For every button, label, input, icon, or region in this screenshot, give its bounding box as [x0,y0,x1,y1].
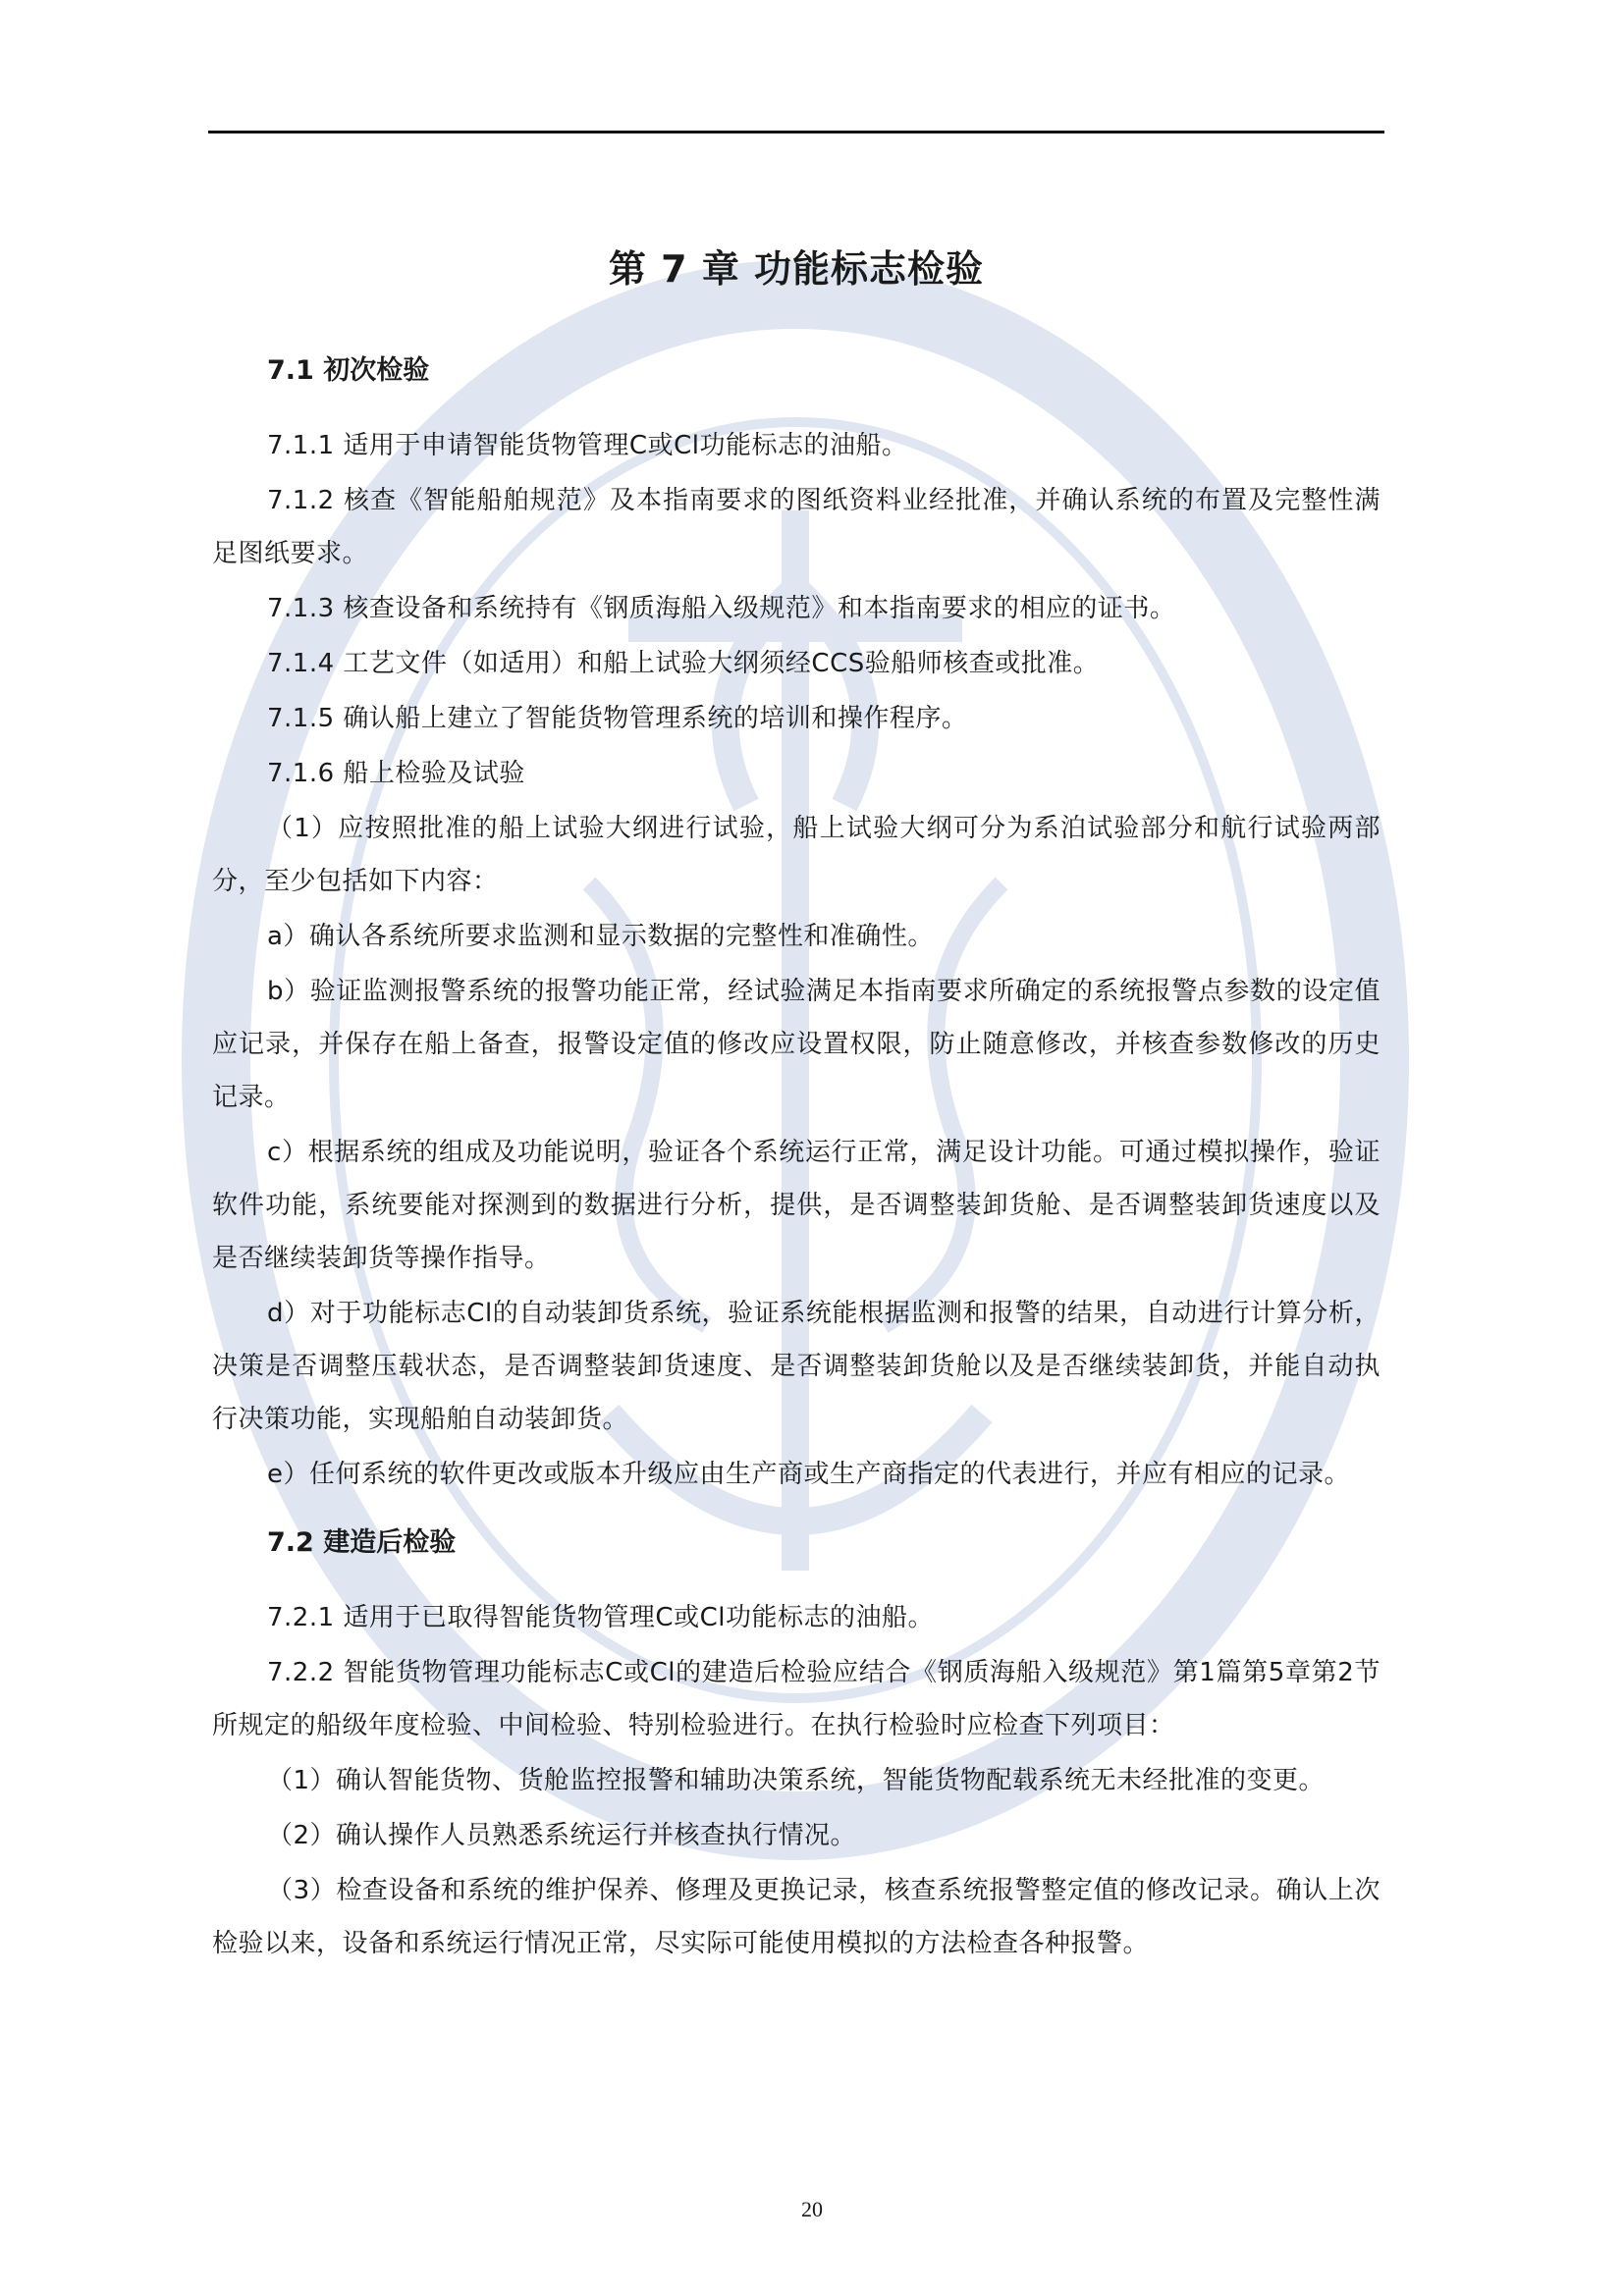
paragraph: 7.1.5 确认船上建立了智能货物管理系统的培训和操作程序。 [267,704,968,734]
page-number: 20 [801,2197,823,2221]
paragraph: 7.2.2 智能货物管理功能标志C或Cl的建造后检验应结合《钢质海船入级规范》第1篇第5章第2节所规定的船级年度检验、中间检验、特别检验进行。在执行检验时应检查下列项目： [212,1657,1380,1740]
section-heading-7-1: 7.1 初次检验 [267,355,430,387]
header-rule [208,131,1384,133]
section-heading-7-2: 7.2 建造后检验 [267,1527,457,1559]
paragraph: 7.2.1 适用于已取得智能货物管理C或Cl功能标志的油船。 [267,1602,934,1632]
paragraph: （1）应按照批准的船上试验大纲进行试验，船上试验大纲可分为系泊试验部分和航行试验两部分，至少包括如下内容： [212,814,1380,897]
paragraph: （2）确认操作人员熟悉系统运行并核查执行情况。 [267,1820,857,1850]
paragraph: b）验证监测报警系统的报警功能正常，经试验满足本指南要求所确定的系统报警点参数的设定值应记录，并保存在船上备查，报警设定值的修改应设置权限，防止随意修改，并核查参数修改的历史记录。 [212,977,1380,1113]
paragraph: 7.1.6 船上检验及试验 [267,759,525,789]
paragraph: d）对于功能标志Cl的自动装卸货系统，验证系统能根据监测和报警的结果，自动进行计算分析，决策是否调整压载状态，是否调整装卸货速度、是否调整装卸货舱以及是否继续装卸货，并能自动执行决策功能，实现船舶自动装卸货。 [212,1299,1380,1435]
paragraph: c）根据系统的组成及功能说明，验证各个系统运行正常，满足设计功能。可通过模拟操作，验证软件功能，系统要能对探测到的数据进行分析，提供，是否调整装卸货舱、是否调整装卸货速度以及是否继续装卸货等操作指导。 [212,1138,1380,1274]
paragraph: 7.1.1 适用于申请智能货物管理C或Cl功能标志的油船。 [267,431,908,461]
paragraph: a）确认各系统所要求监测和显示数据的完整性和准确性。 [267,922,934,952]
paragraph: 7.1.2 核查《智能船舶规范》及本指南要求的图纸资料业经批准，并确认系统的布置及完整性满足图纸要求。 [212,486,1380,569]
chapter-title: 第 7 章 功能标志检验 [608,247,985,291]
paragraph: e）任何系统的软件更改或版本升级应由生产商或生产商指定的代表进行，并应有相应的记录。 [267,1460,1350,1490]
page-content [212,245,1380,1972]
paragraph: （3）检查设备和系统的维护保养、修理及更换记录，核查系统报警整定值的修改记录。确认上次检验以来，设备和系统运行情况正常，尽实际可能使用模拟的方法检查各种报警。 [212,1875,1380,1958]
paragraph: （1）确认智能货物、货舱监控报警和辅助决策系统，智能货物配载系统无未经批准的变更。 [267,1765,1326,1795]
paragraph: 7.1.3 核查设备和系统持有《钢质海船入级规范》和本指南要求的相应的证书。 [267,594,1176,624]
paragraph: 7.1.4 工艺文件（如适用）和船上试验大纲须经CCS验船师核查或批准。 [267,649,1100,679]
